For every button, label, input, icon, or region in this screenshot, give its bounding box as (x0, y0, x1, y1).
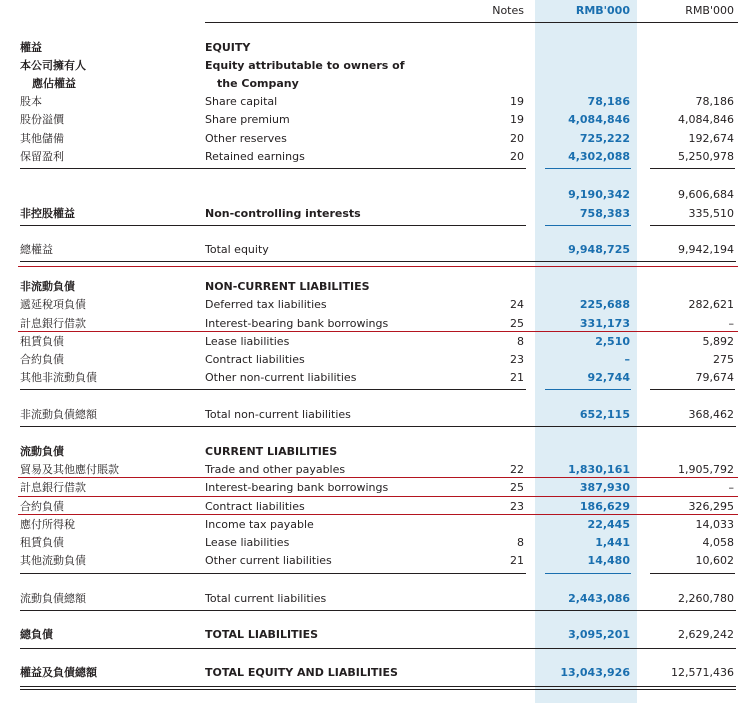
noncurrent-title-en: NON-CURRENT LIABILITIES (205, 280, 370, 293)
row-label-zh: 其他非流動負債 (20, 371, 97, 384)
row-rule (20, 168, 526, 169)
row-label-en: Interest-bearing bank borrowings (205, 317, 389, 330)
row-note: 20 (510, 150, 524, 163)
row-label-zh: 貿易及其他應付賬款 (20, 463, 119, 476)
total-noncurrent-label-zh: 非流動負債總額 (20, 408, 97, 421)
row-note: 22 (510, 463, 524, 476)
row-label-zh: 計息銀行借款 (20, 481, 86, 494)
row-label-en: Deferred tax liabilities (205, 298, 327, 311)
row-current-value: 725,222 (579, 132, 630, 145)
total-liabilities-label-zh: 總負債 (20, 628, 53, 641)
row-label-en: Other current liabilities (205, 554, 332, 567)
previous-column-rule (650, 573, 735, 574)
row-note: 19 (510, 113, 524, 126)
previous-column-rule (650, 168, 735, 169)
equity-attributable-en-2: the Company (217, 77, 299, 90)
grand-total-rule-2 (20, 689, 736, 690)
row-label-en: Contract liabilities (205, 353, 305, 366)
total-equity-rule (20, 261, 736, 262)
row-current-value: 4,302,088 (568, 150, 630, 163)
total-noncurrent-previous: 368,462 (688, 408, 734, 421)
previous-column-rule (650, 225, 735, 226)
row-label-zh: 保留盈利 (20, 150, 64, 163)
notes-column-header: Notes (492, 4, 524, 17)
grand-total-label-zh: 權益及負債總額 (20, 666, 97, 679)
row-label-zh: 租賃負債 (20, 536, 64, 549)
row-note: 24 (510, 298, 524, 311)
row-previous-value: – (728, 317, 734, 330)
row-label-en: Contract liabilities (205, 500, 305, 513)
equity-attributable-en-1: Equity attributable to owners of (205, 59, 405, 72)
total-liabilities-previous: 2,629,242 (678, 628, 734, 641)
row-note: 25 (510, 481, 524, 494)
current-title-en: CURRENT LIABILITIES (205, 445, 338, 458)
previous-column-rule (650, 389, 735, 390)
row-label-en: Share premium (205, 113, 290, 126)
row-label-zh: 股份溢價 (20, 113, 64, 126)
row-rule (20, 389, 526, 390)
total-liabilities-label-en: TOTAL LIABILITIES (205, 628, 319, 641)
row-current-value: 387,930 (579, 481, 630, 494)
row-previous-value: 192,674 (688, 132, 734, 145)
row-note: 8 (517, 536, 524, 549)
row-previous-value: 14,033 (695, 518, 734, 531)
row-previous-value: 4,058 (702, 536, 734, 549)
row-current-value: 22,445 (587, 518, 630, 531)
row-label-en: Retained earnings (205, 150, 305, 163)
grand-total-current: 13,043,926 (560, 666, 630, 679)
current-column-rule (545, 225, 631, 226)
row-note: 21 (510, 554, 524, 567)
row-note: 20 (510, 132, 524, 145)
row-label-en: Interest-bearing bank borrowings (205, 481, 389, 494)
row-label-en: Lease liabilities (205, 335, 290, 348)
row-previous-value: 4,084,846 (678, 113, 734, 126)
row-label-en: Trade and other payables (205, 463, 346, 476)
row-current-value: 186,629 (579, 500, 630, 513)
grand-total-label-en: TOTAL EQUITY AND LIABILITIES (205, 666, 398, 679)
equity-attributable-zh-1: 本公司擁有人 (20, 59, 86, 72)
row-label-zh: 租賃負債 (20, 335, 64, 348)
noncurrent-title-zh: 非流動負債 (20, 280, 75, 293)
equity-title-en: EQUITY (205, 41, 251, 54)
row-previous-value: 275 (713, 353, 734, 366)
markup-red-line (18, 331, 738, 332)
row-label-zh: 合約負債 (20, 353, 64, 366)
previous-year-currency-header: RMB'000 (685, 4, 734, 17)
row-current-value: 78,186 (587, 95, 630, 108)
row-label-en: Income tax payable (205, 518, 314, 531)
section-rule (20, 426, 736, 427)
current-column-rule (545, 168, 631, 169)
row-current-value: 4,084,846 (568, 113, 630, 126)
current-year-currency-header: RMB'000 (575, 4, 630, 17)
markup-red-line (18, 266, 738, 267)
row-current-value: 2,510 (595, 335, 630, 348)
row-label-zh: 股本 (20, 95, 42, 108)
total-current-label-en: Total current liabilities (205, 592, 327, 605)
row-current-value: 331,173 (579, 317, 630, 330)
row-current-value: 1,830,161 (568, 463, 630, 476)
markup-red-line (18, 496, 738, 497)
equity-subtotal-current: 9,190,342 (568, 188, 630, 201)
markup-red-line (18, 477, 738, 478)
row-previous-value: 326,295 (688, 500, 734, 513)
row-note: 19 (510, 95, 524, 108)
row-previous-value: 1,905,792 (678, 463, 734, 476)
total-equity-label-zh: 總權益 (20, 243, 53, 256)
nci-current-value: 758,383 (579, 207, 630, 220)
row-current-value: – (624, 353, 630, 366)
row-label-zh: 其他儲備 (20, 132, 64, 145)
row-previous-value: – (728, 481, 734, 494)
row-note: 8 (517, 335, 524, 348)
row-previous-value: 79,674 (695, 371, 734, 384)
equity-attributable-zh-2: 應佔權益 (32, 77, 76, 90)
total-current-current: 2,443,086 (568, 592, 630, 605)
total-noncurrent-current: 652,115 (579, 408, 630, 421)
total-equity-label-en: Total equity (205, 243, 269, 256)
section-rule (20, 648, 736, 649)
total-equity-current: 9,948,725 (568, 243, 630, 256)
total-noncurrent-label-en: Total non-current liabilities (205, 408, 351, 421)
current-column-rule (545, 573, 631, 574)
row-note: 23 (510, 353, 524, 366)
row-note: 23 (510, 500, 524, 513)
row-label-zh: 遞延稅項負債 (20, 298, 86, 311)
row-label-en: Share capital (205, 95, 278, 108)
row-label-zh: 其他流動負債 (20, 554, 86, 567)
row-rule (20, 225, 526, 226)
section-rule (20, 610, 736, 611)
row-rule (20, 573, 526, 574)
row-label-en: Other reserves (205, 132, 287, 145)
nci-previous-value: 335,510 (688, 207, 734, 220)
row-previous-value: 5,250,978 (678, 150, 734, 163)
row-previous-value: 10,602 (695, 554, 734, 567)
header-rule (205, 22, 738, 23)
total-liabilities-current: 3,095,201 (568, 628, 630, 641)
row-current-value: 92,744 (587, 371, 630, 384)
current-column-rule (545, 389, 631, 390)
row-current-value: 225,688 (579, 298, 630, 311)
total-current-previous: 2,260,780 (678, 592, 734, 605)
row-label-zh: 計息銀行借款 (20, 317, 86, 330)
row-label-zh: 合約負債 (20, 500, 64, 513)
current-title-zh: 流動負債 (20, 445, 64, 458)
nci-label-zh: 非控股權益 (20, 207, 75, 220)
total-equity-previous: 9,942,194 (678, 243, 734, 256)
row-current-value: 14,480 (587, 554, 630, 567)
row-previous-value: 5,892 (702, 335, 734, 348)
nci-label-en: Non-controlling interests (205, 207, 361, 220)
row-previous-value: 282,621 (688, 298, 734, 311)
equity-subtotal-previous: 9,606,684 (678, 188, 734, 201)
row-label-en: Lease liabilities (205, 536, 290, 549)
grand-total-rule-1 (20, 686, 736, 687)
markup-red-line (18, 514, 738, 515)
row-label-en: Other non-current liabilities (205, 371, 357, 384)
row-previous-value: 78,186 (695, 95, 734, 108)
row-note: 25 (510, 317, 524, 330)
row-current-value: 1,441 (595, 536, 630, 549)
total-current-label-zh: 流動負債總額 (20, 592, 86, 605)
equity-title-zh: 權益 (20, 41, 42, 54)
row-note: 21 (510, 371, 524, 384)
row-label-zh: 應付所得稅 (20, 518, 75, 531)
grand-total-previous: 12,571,436 (671, 666, 734, 679)
